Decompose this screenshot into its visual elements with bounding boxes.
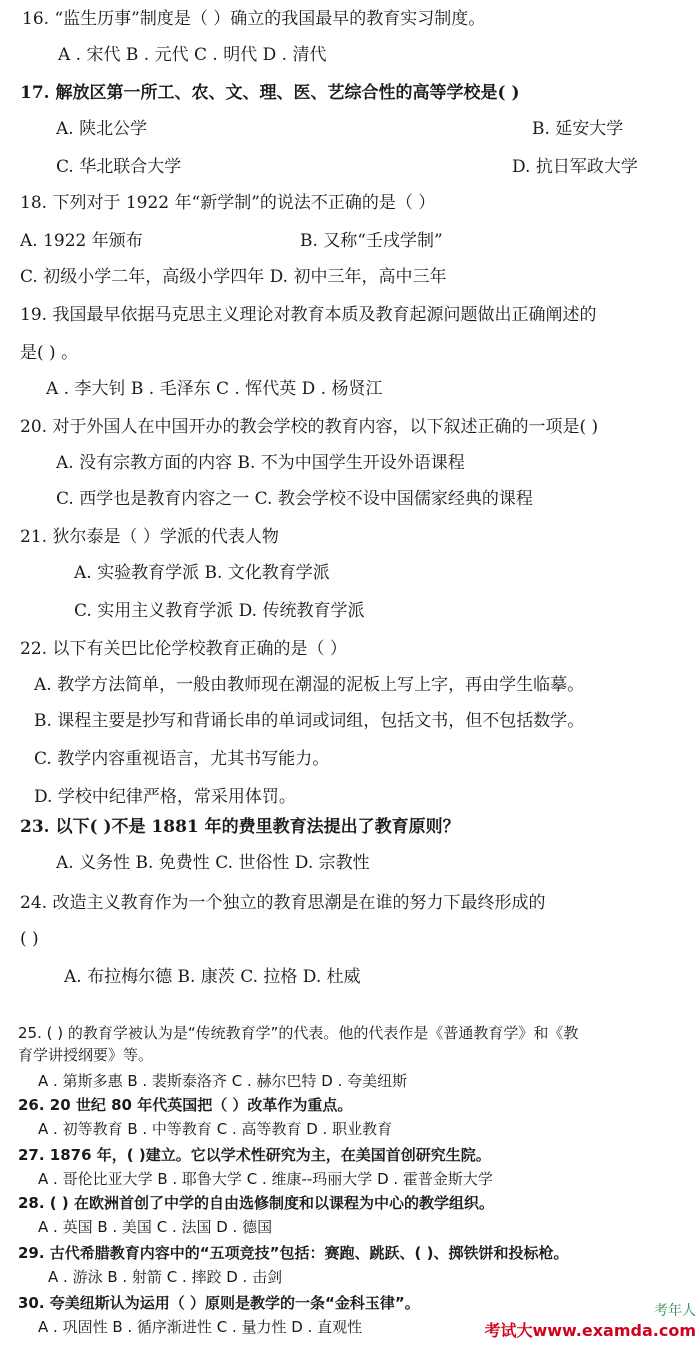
watermark-site: 考试大www.examda.com	[484, 1321, 696, 1340]
question-20-stem: 20. 对于外国人在中国开办的教会学校的教育内容，以下叙述正确的一项是( )	[20, 417, 599, 437]
question-30-stem: 30. 夸美纽斯认为运用（ ）原则是教学的一条“金科玉律”。	[18, 1294, 420, 1312]
question-22-option-a: A. 教学方法简单，一般由教师现在潮湿的泥板上写上字，再由学生临摹。	[34, 675, 585, 695]
question-22-option-d: D. 学校中纪律严格，常采用体罚。	[34, 787, 296, 807]
question-19-stem-line1: 19. 我国最早依据马克思主义理论对教育本质及教育起源问题做出正确阐述的	[20, 305, 597, 325]
question-21-stem: 21. 狄尔泰是（ ）学派的代表人物	[20, 527, 279, 547]
question-22-option-c: C. 教学内容重视语言，尤其书写能力。	[34, 749, 330, 769]
watermark-stamp: 考年人	[654, 1303, 696, 1319]
question-20-options-cd: C. 西学也是教育内容之一 C. 教会学校不设中国儒家经典的课程	[56, 489, 533, 509]
question-19-stem-line2: 是( ) 。	[20, 343, 79, 363]
question-27-stem: 27. 1876 年，( )建立。它以学术性研究为主，在美国首创研究生院。	[18, 1146, 491, 1164]
question-24-stem-line2: ( )	[20, 929, 39, 949]
question-20-options-ab: A. 没有宗教方面的内容 B. 不为中国学生开设外语课程	[56, 453, 465, 473]
question-25-stem-line1: 25. ( ) 的教育学被认为是“传统教育学”的代表。他的代表作是《普通教育学》和《教	[18, 1024, 579, 1042]
question-24-stem-line1: 24. 改造主义教育作为一个独立的教育思潮是在谁的努力下最终形成的	[20, 893, 546, 913]
question-26-options: A . 初等教育 B . 中等教育 C . 高等教育 D . 职业教育	[38, 1120, 393, 1138]
question-17-stem: 17. 解放区第一所工、农、文、理、医、艺综合性的高等学校是( )	[20, 83, 520, 103]
watermark	[484, 1303, 696, 1341]
question-24-options: A. 布拉梅尔德 B. 康茨 C. 拉格 D. 杜威	[64, 967, 361, 987]
question-23-stem: 23. 以下( )不是 1881 年的费里教育法提出了教育原则？	[20, 817, 460, 837]
question-22-option-b: B. 课程主要是抄写和背诵长串的单词或词组，包括文书，但不包括数学。	[34, 711, 585, 731]
question-18-stem: 18. 下列对于 1922 年“新学制”的说法不正确的是（ ）	[20, 193, 436, 213]
question-18-option-b: B. 又称“壬戌学制”	[300, 231, 443, 251]
question-17-option-d: D. 抗日军政大学	[512, 157, 638, 177]
question-25-stem-line2: 育学讲授纲要》等。	[18, 1046, 154, 1064]
question-27-options: A . 哥伦比亚大学 B . 耶鲁大学 C . 维康--玛丽大学 D . 霍普金斯大学	[38, 1170, 493, 1188]
question-25-options: A . 第斯多惠 B . 裴斯泰洛齐 C . 赫尔巴特 D . 夸美纽斯	[38, 1072, 408, 1090]
question-17-option-a: A. 陕北公学	[56, 119, 148, 139]
question-30-options: A . 巩固性 B . 循序渐进性 C . 量力性 D . 直观性	[38, 1318, 363, 1336]
question-19-options: A . 李大钊 B . 毛泽东 C . 恽代英 D . 杨贤江	[46, 379, 383, 399]
question-28-stem: 28. ( ) 在欧洲首创了中学的自由选修制度和以课程为中心的教学组织。	[18, 1194, 494, 1212]
question-18-options-cd: C. 初级小学二年，高级小学四年 D. 初中三年，高中三年	[20, 267, 447, 287]
question-21-options-cd: C. 实用主义教育学派 D. 传统教育学派	[74, 601, 365, 621]
question-26-stem: 26. 20 世纪 80 年代英国把（ ）改革作为重点。	[18, 1096, 353, 1114]
question-23-options: A. 义务性 B. 免费性 C. 世俗性 D. 宗教性	[56, 853, 370, 873]
question-17-option-c: C. 华北联合大学	[56, 157, 182, 177]
question-29-options: A . 游泳 B . 射箭 C . 摔跤 D . 击剑	[48, 1268, 283, 1286]
question-22-stem: 22. 以下有关巴比伦学校教育正确的是（ ）	[20, 639, 347, 659]
question-28-options: A . 英国 B . 美国 C . 法国 D . 德国	[38, 1218, 273, 1236]
question-18-option-a: A. 1922 年颁布	[20, 231, 143, 251]
question-16-stem: 16. “监生历事”制度是（ ）确立的我国最早的教育实习制度。	[22, 9, 486, 29]
question-21-options-ab: A. 实验教育学派 B. 文化教育学派	[74, 563, 330, 583]
question-16-options: A . 宋代 B . 元代 C . 明代 D . 清代	[58, 45, 327, 65]
question-29-stem: 29. 古代希腊教育内容中的“五项竞技”包括：赛跑、跳跃、( )、掷铁饼和投标枪。	[18, 1244, 569, 1262]
question-17-option-b: B. 延安大学	[532, 119, 624, 139]
